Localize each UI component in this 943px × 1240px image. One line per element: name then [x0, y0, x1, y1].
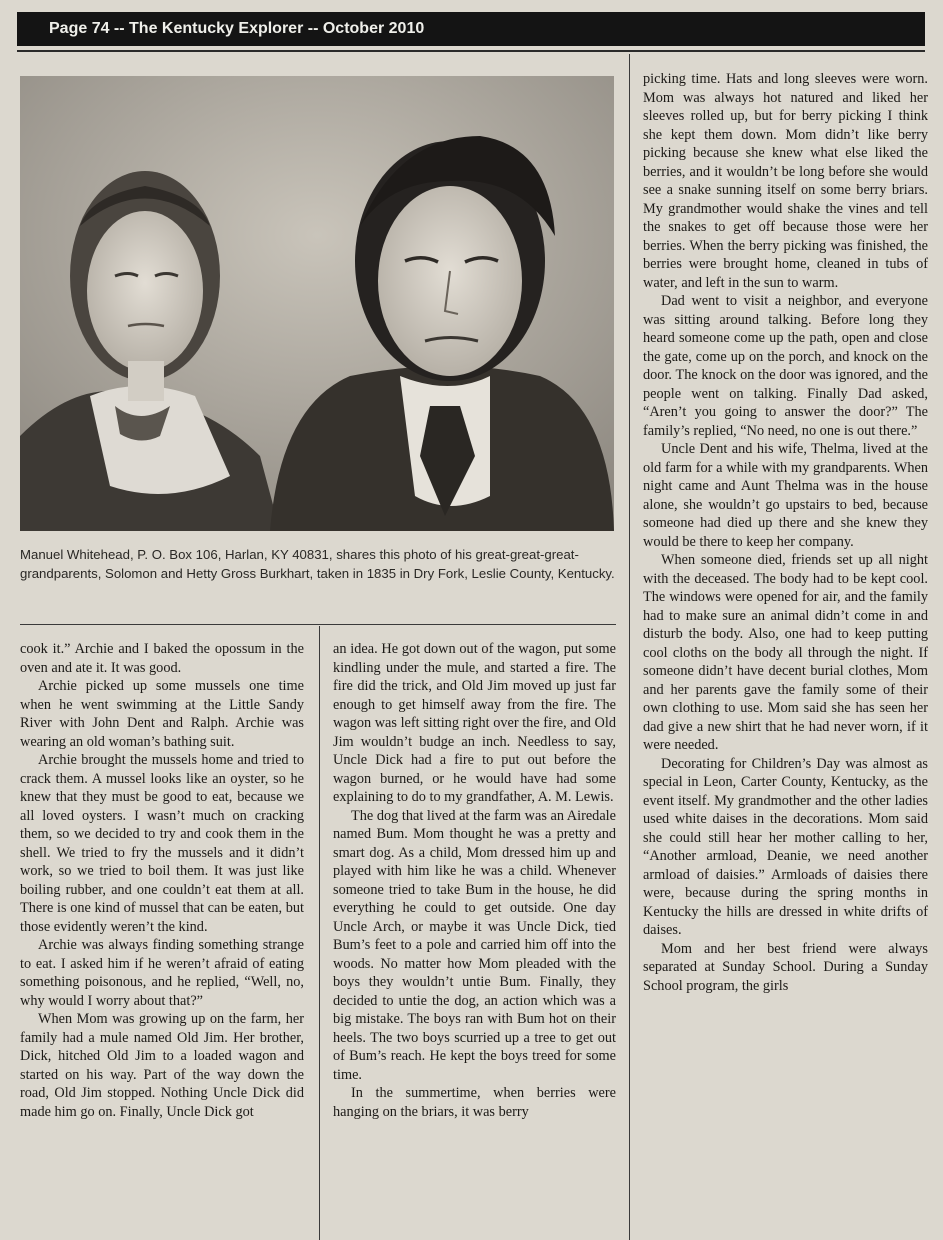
portrait-photo [20, 76, 614, 531]
paragraph: The dog that lived at the farm was an Airedale named Bum. Mom thought he was a pretty and smart dog. As a child, Mom dressed him up and played with him like he was a child. Whenever someone tried to take Bum in the house, he did everything he could to get outside. One day Uncle Arch, or maybe it was Uncle Dick, tied Bum’s feet to a pole and carried him off into the woods. No matter how Mom pleaded with the boys they wouldn’t untie Bum. Finally, they decided to untie the dog, an action which was a big mistake. The boys ran with Bum hot on their heels. The two boys scurried up a tree to get out of Bum’s reach. He kept the boys treed for some time. [333, 807, 616, 1083]
paragraph: an idea. He got down out of the wagon, put some kindling under the mule, and started a fire. The fire did the trick, and Old Jim moved up just far enough to get himself away from the fire. The wagon was left sitting right over the fire, and Old Jim wouldn’t budge an inch. Needless to say, Uncle Dick had a fire to put out before the wagon burned, or he would have had some explaining to do to my grandfather, A. M. Lewis. [333, 641, 616, 805]
paragraph: When Mom was growing up on the farm, her family had a mule named Old Jim. Her brother, Dick, hitched Old Jim to a loaded wagon and started on his way. Part of the way down the road, Old Jim stopped. Nothing Uncle Dick did made him go on. Finally, Uncle Dick got [20, 1011, 304, 1120]
page-header [17, 12, 925, 46]
paragraph: Archie brought the mussels home and tried to crack them. A mussel looks like an oyster, so he knew that they must be good to eat, because we all loved oysters. I wasn’t much on cracking them, so we decided to try and cook them in the shell. We tried to fry the mussels and it didn’t work, so we tried to boil them. It was just like boiling rubber, and one couldn’t eat them at all. There is one kind of mussel that can be eaten, but those evidently weren’t the kind. [20, 752, 304, 935]
paragraph: When someone died, friends set up all night with the deceased. The body had to be kept cool. The windows were opened for air, and the family had to make sure an animal didn’t come in and disturb the body. Also, one had to keep putting cool cloths on the body all through the night. If someone didn’t have decent burial clothes, Mom and her parents gave the family some of their own clothing to use. Mom said she has seen her dad give a new shirt that he had never worn, if it were needed. [643, 552, 928, 753]
paragraph: Mom and her best friend were always separated at Sunday School. During a Sunday School program, the girls [643, 940, 928, 994]
paragraph: cook it.” Archie and I baked the opossum in the oven and ate it. It was good. [20, 641, 304, 676]
paragraph: Uncle Dent and his wife, Thelma, lived at the old farm for a while with my grandparents. When night came and Aunt Thelma was in the house alone, she wouldn’t go upstairs to bed, because someone had died up there and she knew they would be there to keep her company. [643, 441, 928, 550]
portrait-illustration [20, 76, 614, 531]
page-header-title: Page 74 -- The Kentucky Explorer -- October 2010 [49, 20, 425, 37]
column-middle [333, 640, 616, 1240]
column-divider-middle [319, 626, 320, 1240]
paragraph: Archie picked up some mussels one time when he went swimming at the Little Sandy River with John Dent and Ralph. Archie was wearing an old woman’s bathing suit. [20, 678, 304, 750]
paragraph: In the summertime, when berries were hanging on the briars, it was berry [333, 1085, 616, 1120]
photo-caption: Manuel Whitehead, P. O. Box 106, Harlan, KY 40831, shares this photo of his great-great-great-grandparents, Solomon and Hetty Gross Burkhart, taken in 1835 in Dry Fork, Leslie County, Kentucky. [20, 547, 615, 581]
paragraph: Decorating for Children’s Day was almost as special in Leon, Carter County, Kentucky, as the event itself. My grandmother and the other ladies used white daises in the decorations. Mom said she could still hear her mother calling to her, “Another armload, Deanie, we need another armload of daisies.” Armloads of daisies there were, because during the spring months in Kentucky the hills are dressed in white drifts of daises. [643, 755, 928, 938]
column-divider-right [629, 54, 630, 1240]
caption-rule [20, 624, 616, 625]
header-rule [17, 50, 925, 52]
paragraph: Dad went to visit a neighbor, and everyone was sitting around talking. Before long they heard someone come up the path, open and close the gate, come up on the porch, and knock on the door. The knock on the door was ignored, and the people went on talking. Finally Dad asked, “Aren’t you going to answer the door?” The family’s replied, “No need, no one is out there.” [643, 293, 928, 439]
column-left [20, 640, 304, 1240]
paragraph: Archie was always finding something strange to eat. I asked him if he weren’t afraid of eating something poisonous, and he replied, “Well, no, why would I worry about that?” [20, 937, 304, 1009]
paragraph: picking time. Hats and long sleeves were worn. Mom was always hot natured and liked her sleeves rolled up, but for berry picking I think she kept them down. Mom didn’t like berry picking because she knew what else liked the berries, and it wouldn’t be long before she would see a snake sunning itself on some berry briars. My grandmother would shake the vines and tell the snakes to get off because those were her berries. When the berry picking was finished, the berries were brought home, cleaned in tubs of water, and left in the sun to warm. [643, 71, 928, 291]
column-right [643, 70, 928, 1240]
